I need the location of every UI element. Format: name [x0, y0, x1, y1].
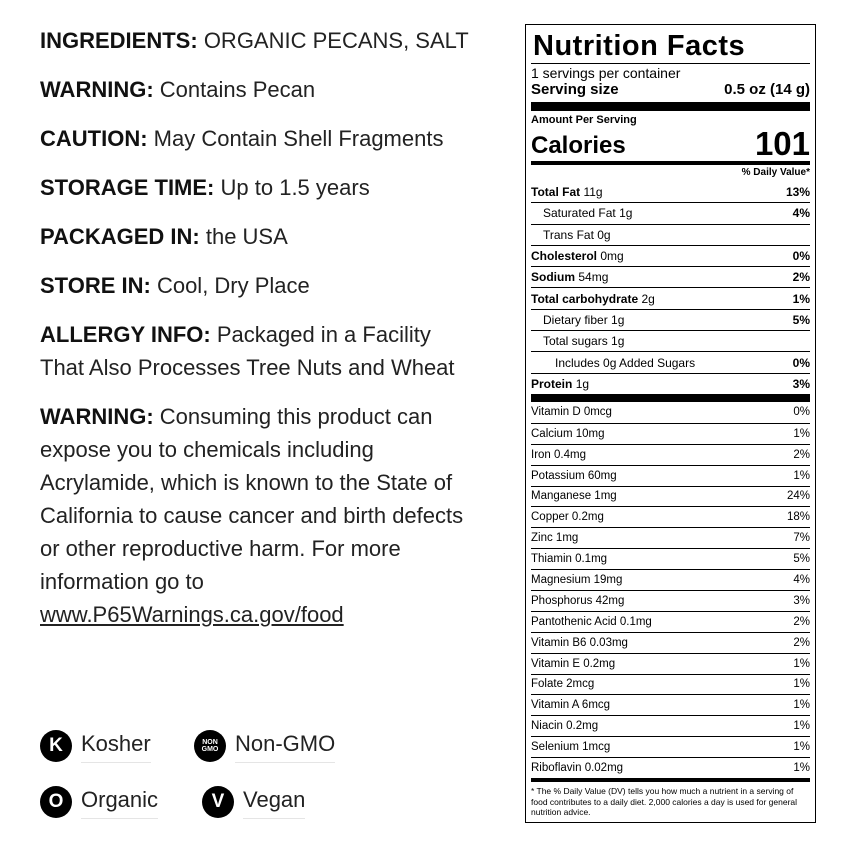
store-label: STORE IN:: [40, 273, 151, 298]
storage-text: Up to 1.5 years: [220, 175, 370, 200]
vitamin-daily-value: 2%: [793, 636, 810, 649]
vitamin-row: [531, 465, 810, 486]
thick-divider: [531, 102, 810, 111]
nutrient-daily-value: 1%: [792, 291, 810, 306]
nutrient-amount: 54mg: [578, 270, 609, 285]
organic-badge: [40, 784, 158, 820]
vitamin-row: [531, 674, 810, 695]
storage-para: [40, 171, 480, 204]
vitamin-daily-value: 4%: [793, 574, 810, 587]
vitamin-daily-value: 18%: [786, 511, 810, 524]
vitamin-list: [531, 402, 810, 778]
vitamin-daily-value: 1%: [793, 741, 810, 754]
nutrient-daily-value: 5%: [792, 312, 810, 327]
nutrient-amount: 11g: [583, 184, 603, 199]
vitamin-row: [531, 715, 810, 736]
nutrient-label: Includes 0g Added Sugars: [555, 355, 696, 370]
nutrient-daily-value: 3%: [792, 376, 810, 391]
serving-size-value: 0.5 oz (14 g): [724, 81, 810, 98]
allergy-para: [40, 318, 480, 384]
vitamin-label: Potassium 60mg: [531, 469, 617, 482]
nutrient-label: Sodium: [531, 270, 575, 285]
nutrient-row: [531, 287, 810, 308]
nutrient-amount: 1g: [619, 206, 633, 221]
nutrient-daily-value: 2%: [792, 270, 810, 285]
nutrient-name: [531, 377, 589, 391]
allergy-label: ALLERGY INFO:: [40, 322, 211, 347]
serving-size-row: [531, 81, 810, 99]
nutrient-row: [531, 266, 810, 287]
allergy-text: Packaged in a Facility That Also Processes Tree Nuts and Wheat: [40, 322, 455, 380]
store-para: [40, 269, 480, 302]
warning-allergen-para: [40, 73, 480, 106]
nutrient-amount: 1g: [611, 334, 625, 349]
kosher-badge: [40, 728, 151, 764]
caution-text: May Contain Shell Fragments: [153, 126, 444, 151]
product-info: [40, 24, 480, 647]
vitamin-label: Copper 0.2mg: [531, 511, 604, 524]
nutrient-row: [531, 373, 810, 394]
vitamin-row: [531, 757, 810, 778]
vitamin-label: Vitamin E 0.2mg: [531, 657, 616, 670]
vitamin-daily-value: 1%: [793, 469, 810, 482]
vitamin-label: Calcium 10mg: [531, 427, 605, 440]
p65-warnings-link[interactable]: www.P65Warnings.ca.gov/food: [40, 602, 344, 627]
nutrient-label: Trans Fat: [543, 227, 594, 242]
serving-size-label: Serving size: [531, 81, 619, 98]
vitamin-label: Iron 0.4mg: [531, 448, 586, 461]
vitamin-label: Thiamin 0.1mg: [531, 553, 608, 566]
vitamin-daily-value: 1%: [793, 657, 810, 670]
vitamin-label: Selenium 1mcg: [531, 741, 611, 754]
vitamin-row: [531, 611, 810, 632]
non-gmo-label: Non-GMO: [235, 730, 335, 763]
vitamin-row: [531, 506, 810, 527]
storage-label: STORAGE TIME:: [40, 175, 215, 200]
packaged-label: PACKAGED IN:: [40, 224, 200, 249]
vitamin-daily-value: 1%: [793, 762, 810, 775]
nutrient-daily-value: 13%: [785, 184, 810, 199]
vitamin-daily-value: 1%: [793, 720, 810, 733]
nutrient-label: Total Fat: [531, 184, 581, 199]
vitamin-label: Niacin 0.2mg: [531, 720, 599, 733]
caution-label: CAUTION:: [40, 126, 148, 151]
nutrient-name: [531, 313, 624, 327]
nutrient-name: [531, 249, 624, 263]
nutrient-label: Total carbohydrate: [531, 291, 639, 306]
nutrient-row: [531, 245, 810, 266]
vitamin-label: Vitamin A 6mcg: [531, 699, 611, 712]
vitamin-daily-value: 1%: [793, 427, 810, 440]
vitamin-row: [531, 569, 810, 590]
prop65-warning-text: Consuming this product can expose you to chemicals including Acrylamide, which is known to the State of California to cause cancer and birth defects or other reproductive harm. For more information go to: [40, 404, 464, 594]
vitamin-daily-value: 24%: [786, 490, 810, 503]
ingredients-text: ORGANIC PECANS, SALT: [203, 28, 469, 53]
vitamin-row: [531, 590, 810, 611]
nutrient-list: [531, 181, 810, 394]
vegan-label: Vegan: [243, 786, 305, 819]
daily-value-footnote: * The % Daily Value (DV) tells you how much a nutrient in a serving of food contributes to a daily diet. 2,000 calories a day is used for general nutrition advice.: [531, 778, 810, 818]
vitamin-daily-value: 1%: [793, 699, 810, 712]
nutrient-amount: 0g: [597, 227, 611, 242]
nutrient-name: [531, 356, 695, 370]
vitamin-row: [531, 632, 810, 653]
calories-row: [531, 127, 810, 161]
nutrient-row: [531, 351, 810, 372]
packaged-text: the USA: [205, 224, 288, 249]
vitamin-row: [531, 486, 810, 507]
vitamin-daily-value: 2%: [793, 615, 810, 628]
nutrient-row: [531, 202, 810, 223]
vitamin-label: Magnesium 19mg: [531, 574, 623, 587]
kosher-label: Kosher: [81, 730, 151, 763]
organic-icon: O: [40, 786, 72, 818]
vitamin-row: [531, 402, 810, 423]
ingredients-para: [40, 24, 480, 57]
nutrient-name: [531, 292, 655, 306]
nutrient-daily-value: 0%: [792, 249, 810, 264]
vitamin-label: Riboflavin 0.02mg: [531, 762, 624, 775]
amount-per-serving: Amount Per Serving: [531, 114, 637, 126]
vitamin-label: Vitamin D 0mcg: [531, 406, 612, 419]
vitamin-label: Folate 2mcg: [531, 678, 595, 691]
store-text: Cool, Dry Place: [156, 273, 310, 298]
vitamin-row: [531, 527, 810, 548]
vitamin-label: Vitamin B6 0.03mg: [531, 636, 628, 649]
calories-value: 101: [754, 125, 810, 162]
vitamin-daily-value: 1%: [793, 678, 810, 691]
nutrient-row: [531, 181, 810, 202]
vitamin-label: Zinc 1mg: [531, 532, 579, 545]
vitamin-label: Phosphorus 42mg: [531, 594, 625, 607]
daily-value-header: % Daily Value*: [531, 161, 810, 181]
vitamin-row: [531, 423, 810, 444]
vitamin-row: [531, 444, 810, 465]
non-gmo-icon-line2: GMO: [201, 746, 219, 753]
servings-per-container: 1 servings per container: [531, 63, 810, 81]
vitamin-row: [531, 736, 810, 757]
nutrient-amount: 2g: [641, 291, 655, 306]
nutrient-daily-value: 0%: [792, 355, 810, 370]
nutrient-name: [531, 206, 632, 220]
nutrient-row: [531, 309, 810, 330]
nutrient-label: Cholesterol: [531, 249, 598, 264]
vitamin-label: Manganese 1mg: [531, 490, 617, 503]
vegan-icon: V: [202, 786, 234, 818]
nutrient-label: Saturated Fat: [543, 206, 616, 221]
warning-allergen-label: WARNING:: [40, 77, 154, 102]
nutrient-daily-value: 4%: [792, 206, 810, 221]
calories-label: Calories: [531, 132, 626, 159]
vitamin-daily-value: 3%: [793, 594, 810, 607]
nutrient-label: Dietary fiber: [543, 312, 608, 327]
nutrient-row: [531, 224, 810, 245]
non-gmo-icon: [194, 730, 226, 762]
nutrient-name: [531, 228, 611, 242]
nutrient-name: [531, 334, 624, 348]
ingredients-label: INGREDIENTS:: [40, 28, 198, 53]
nutrition-facts-panel: [525, 24, 816, 823]
vegan-badge: [202, 784, 305, 820]
nutrient-amount: 1g: [575, 376, 590, 391]
prop65-warning-label: WARNING:: [40, 404, 154, 429]
organic-label: Organic: [81, 786, 158, 819]
vitamin-daily-value: 0%: [793, 406, 810, 419]
nutrient-name: [531, 185, 603, 199]
vitamin-row: [531, 548, 810, 569]
vitamin-row: [531, 694, 810, 715]
kosher-icon: K: [40, 730, 72, 762]
nutrient-row: [531, 330, 810, 351]
packaged-para: [40, 220, 480, 253]
thick-divider-vitamins: [531, 394, 810, 402]
nutrient-amount: 0mg: [600, 249, 624, 264]
vitamin-daily-value: 2%: [793, 448, 810, 461]
non-gmo-icon-line1: NON: [202, 739, 218, 746]
nutrition-title: Nutrition Facts: [533, 30, 746, 62]
vitamin-daily-value: 7%: [793, 532, 810, 545]
vitamin-row: [531, 653, 810, 674]
prop65-warning-para: [40, 400, 480, 631]
nutrient-name: [531, 270, 608, 284]
non-gmo-badge: [194, 728, 335, 764]
vitamin-label: Pantothenic Acid 0.1mg: [531, 615, 652, 628]
vitamin-daily-value: 5%: [793, 553, 810, 566]
caution-para: [40, 122, 480, 155]
nutrient-amount: 1g: [611, 312, 625, 327]
nutrient-label: Total sugars: [543, 334, 608, 349]
nutrient-label: Protein: [531, 376, 573, 391]
warning-allergen-text: Contains Pecan: [159, 77, 316, 102]
